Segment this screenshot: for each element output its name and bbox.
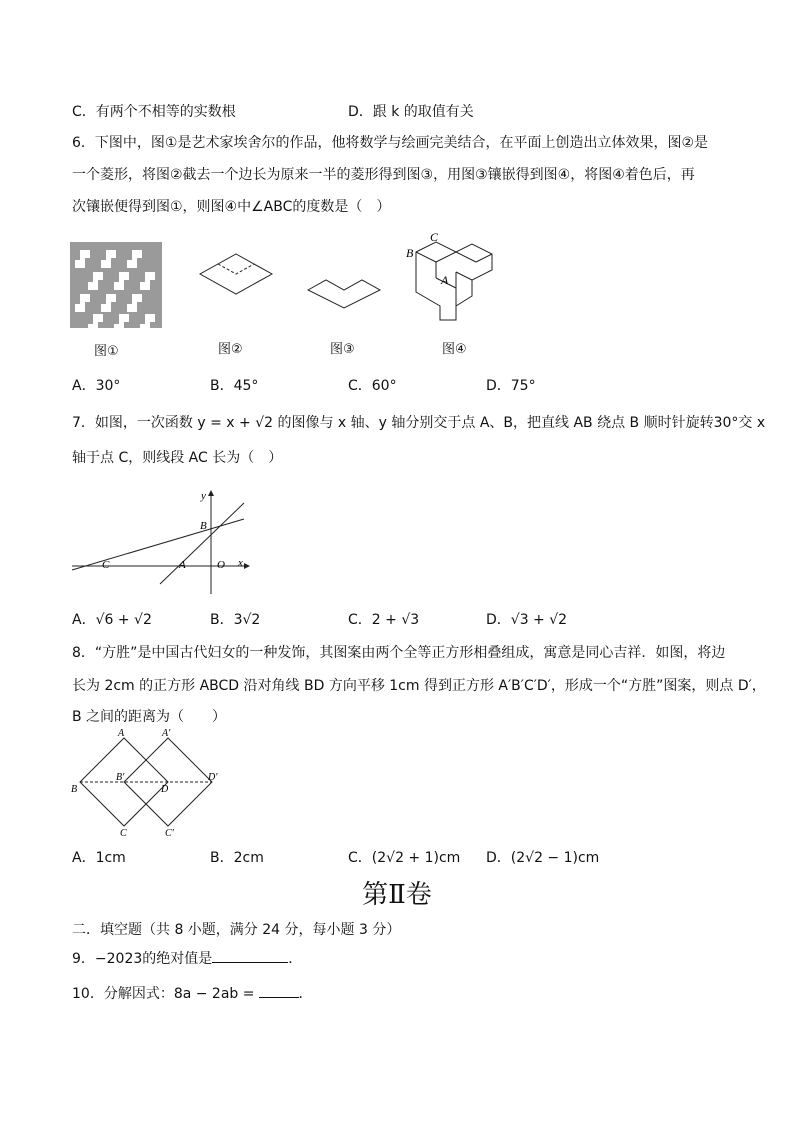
q6-option-d: D．75°: [486, 378, 536, 394]
q6-text-line2: 一个菱形，将图②截去一个边长为原来一半的菱形得到图③，用图③镶嵌得到图④，将图④着色后，再: [72, 167, 695, 183]
fang-label-a: A: [118, 728, 125, 739]
y-axis-arrow: [208, 490, 214, 496]
q9-answer-blank[interactable]: [212, 948, 288, 963]
section-title: 第Ⅱ卷: [362, 880, 432, 910]
q8-option-d: D．(2√2 − 1)cm: [486, 850, 600, 866]
q6-figure-1-escher-pattern: [70, 242, 162, 328]
q6-text-line3: 次镶嵌便得到图①，则图④中∠ABC的度数是（ ）: [72, 199, 391, 215]
fang-label-d: D: [161, 784, 169, 795]
q6-option-c: C．60°: [348, 378, 397, 394]
q10-line: [72, 983, 313, 1004]
q9-line: [72, 948, 302, 969]
q10-answer-blank[interactable]: [259, 983, 299, 998]
graph-label-b: B: [200, 520, 207, 532]
q6-caption-2: 图②: [218, 342, 243, 357]
line-ab: [160, 503, 244, 584]
q10-end: ．: [298, 986, 313, 1002]
rhombus-dashed-cut: [218, 264, 254, 274]
q7-text-line1: 7．如图，一次函数 y = x + √2 的图像与 x 轴、y 轴分别交于点 A、B，把直线 AB 绕点 B 顺时针旋转30°交 x: [72, 415, 766, 431]
fig4-label-b: B: [406, 246, 414, 260]
graph-label-a: A: [179, 559, 186, 571]
q6-option-b: B．45°: [210, 378, 259, 394]
fig4-label-c: C: [430, 230, 439, 244]
q7-figure-graph: [68, 486, 250, 598]
x-axis-arrow: [244, 563, 250, 569]
q5-option-c: C．有两个不相等的实数根: [72, 104, 236, 120]
fang-label-b-prime: B′: [116, 772, 125, 783]
q7-option-a: A．√6 + √2: [72, 612, 152, 628]
q6-figure-4-tiling: [400, 230, 505, 322]
q6-caption-1: 图①: [94, 344, 119, 359]
q9-end: ．: [288, 951, 303, 967]
graph-label-x: x: [238, 557, 243, 569]
tiling-shape: [416, 242, 492, 320]
q8-figure-fangsheng: [68, 726, 228, 838]
q8-text-line3: B 之间的距离为（ ）: [72, 709, 227, 725]
q8-option-b: B．2cm: [210, 850, 264, 866]
q8-text-line1: 8．“方胜”是中国古代妇女的一种发饰，其图案由两个全等正方形相叠组成，寓意是同心吉祥．如图，将边: [72, 645, 726, 661]
q8-text-line2: 长为 2cm 的正方形 ABCD 沿对角线 BD 方向平移 1cm 得到正方形 A′B′C′D′，形成一个“方胜”图案，则点 D′，: [72, 678, 766, 694]
q7-option-b: B．3√2: [210, 612, 261, 628]
q10-text: 10．分解因式：8a − 2ab =: [72, 986, 255, 1002]
q6-option-a: A．30°: [72, 378, 121, 394]
q7-option-d: D．√3 + √2: [486, 612, 568, 628]
q6-figure-3-cut-rhombus: [304, 270, 384, 310]
q7-text-line2: 轴于点 C，则线段 AC 长为（ ）: [72, 450, 283, 466]
q6-text-line1: 6．下图中，图①是艺术家埃舍尔的作品，他将数学与绘画完美结合，在平面上创造出立体效果，图②是: [72, 135, 709, 151]
q8-option-a: A．1cm: [72, 850, 126, 866]
q6-caption-4: 图④: [442, 342, 467, 357]
fang-label-b: B: [71, 784, 78, 795]
q6-figure-2-rhombus: [196, 250, 276, 300]
q9-text: 9．−2023的绝对值是: [72, 951, 213, 967]
fang-label-a-prime: A′: [162, 728, 171, 739]
fang-label-c: C: [120, 828, 127, 838]
graph-label-y: y: [201, 490, 206, 502]
fig4-label-a: A: [441, 273, 449, 287]
section-heading: 二．填空题（共 8 小题，满分 24 分，每小题 3 分）: [72, 922, 401, 938]
fang-label-c-prime: C′: [165, 828, 174, 838]
fang-label-d-prime: D′: [208, 772, 218, 783]
q7-option-c: C．2 + √3: [348, 612, 420, 628]
graph-label-c: C: [102, 559, 110, 571]
q8-option-c: C．(2√2 + 1)cm: [348, 850, 461, 866]
q6-caption-3: 图③: [330, 342, 355, 357]
graph-label-o: O: [217, 559, 225, 571]
q5-option-d: D．跟 k 的取值有关: [348, 104, 474, 120]
cut-rhombus-outline: [308, 280, 380, 308]
